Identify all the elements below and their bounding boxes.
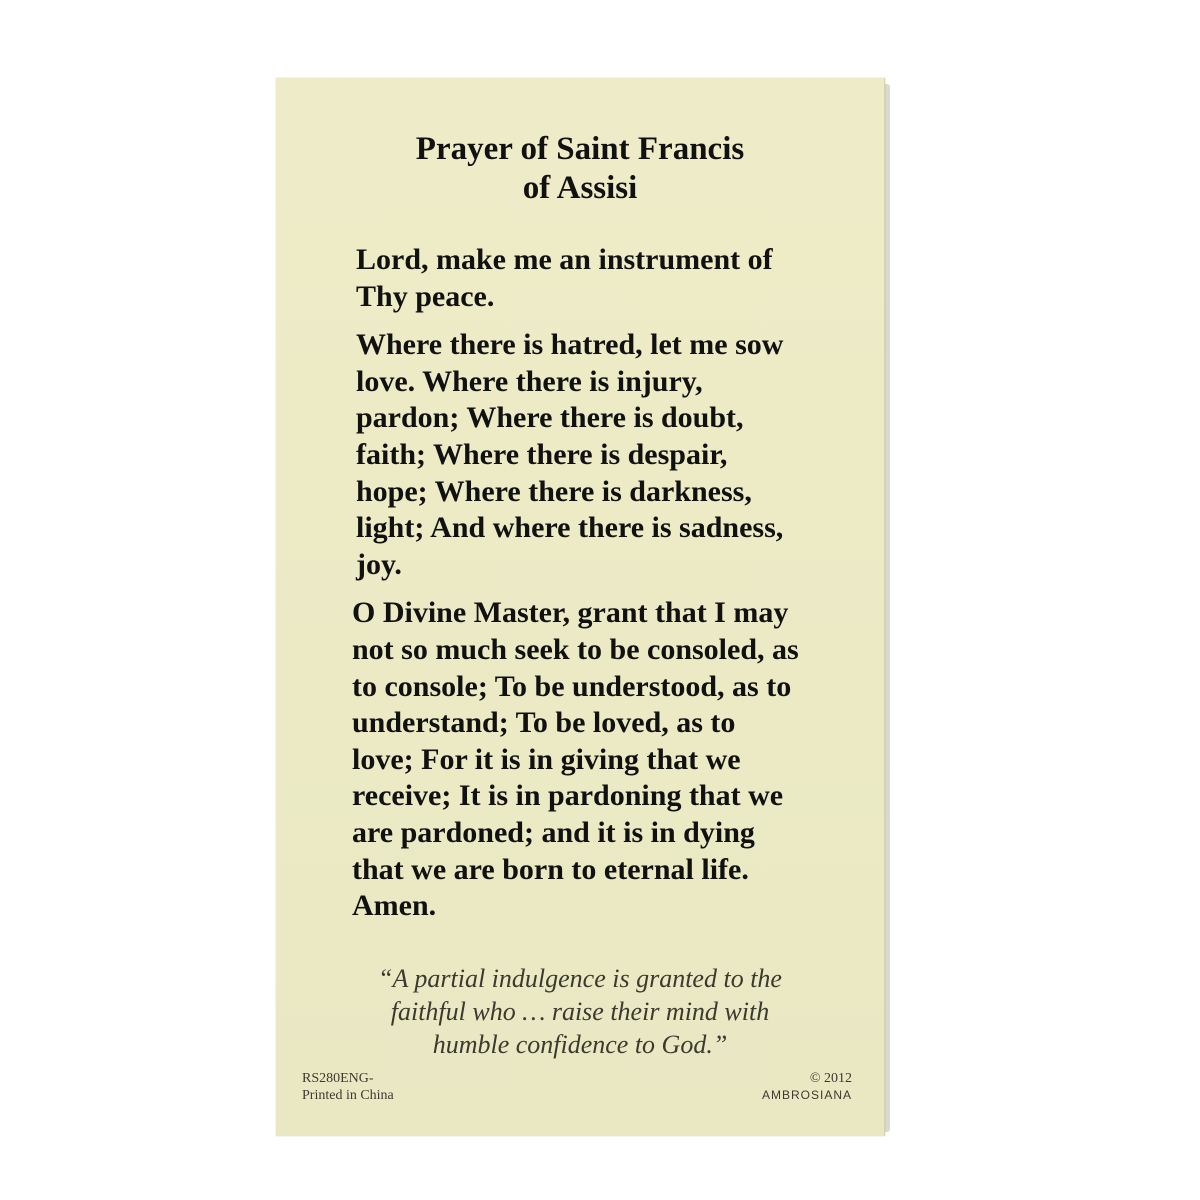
- publisher-name: AMBROSIANA: [761, 1088, 852, 1102]
- prayer-line: love; For it is in giving that we: [352, 742, 741, 776]
- prayer-paragraph: [356, 242, 836, 315]
- prayer-line: O Divine Master, grant that I may: [352, 596, 789, 630]
- prayer-line: hope; Where there is darkness,: [356, 474, 752, 508]
- origin-line: Printed in China: [302, 1088, 394, 1103]
- prayer-line: not so much seek to be consoled, as: [352, 632, 799, 666]
- quote-line: humble confidence to God.”: [432, 1030, 728, 1059]
- copyright-text: © 2012: [809, 1071, 852, 1086]
- title-line: Prayer of Saint Francis: [415, 131, 745, 167]
- prayer-line: are pardoned; and it is in dying: [352, 815, 755, 849]
- product-code-line: RS280ENG-: [302, 1071, 374, 1086]
- prayer-paragraph: [356, 327, 836, 583]
- prayer-line: Thy peace.: [356, 279, 495, 313]
- prayer-line: understand; To be loved, as to: [352, 706, 736, 740]
- title-line: of Assisi: [522, 170, 638, 206]
- prayer-line: that we are born to eternal life.: [352, 852, 749, 886]
- quote-line: “A partial indulgence is granted to the: [378, 964, 782, 993]
- prayer-line: faith; Where there is despair,: [356, 437, 728, 471]
- prayer-line: light; And where there is sadness,: [356, 511, 784, 545]
- quote-line: faithful who … raise their mind with: [390, 997, 770, 1026]
- prayer-card: [276, 78, 885, 1136]
- prayer-line: joy.: [356, 547, 402, 581]
- prayer-line: love. Where there is injury,: [356, 364, 703, 398]
- indulgence-quote: [276, 962, 884, 1061]
- prayer-title: [276, 130, 884, 208]
- publisher-info: [762, 1070, 852, 1104]
- prayer-line: receive; It is in pardoning that we: [352, 779, 784, 813]
- prayer-line: Amen.: [352, 889, 437, 923]
- prayer-line: pardon; Where there is doubt,: [356, 401, 744, 435]
- prayer-body: [352, 242, 836, 937]
- product-code: [302, 1070, 394, 1104]
- prayer-line: Where there is hatred, let me sow: [356, 328, 784, 362]
- prayer-line: Lord, make me an instrument of: [356, 243, 773, 276]
- prayer-line: to console; To be understood, as to: [352, 669, 792, 703]
- prayer-paragraph: [352, 595, 836, 924]
